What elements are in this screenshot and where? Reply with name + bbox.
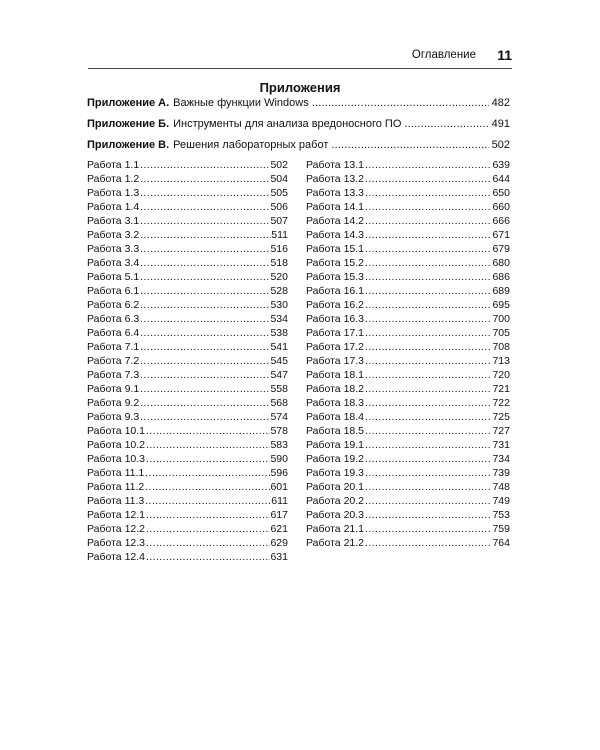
leader-dots	[146, 438, 270, 452]
toc-entry-page: 721	[492, 383, 510, 395]
leader-dots	[140, 172, 270, 186]
toc-entry-label: Работа 6.3	[87, 313, 140, 325]
leader-dots	[140, 396, 270, 410]
toc-entry-label: Работа 7.2	[87, 355, 140, 367]
toc-entry-label: Работа 13.3	[306, 187, 365, 199]
toc-entry-page: 534	[270, 313, 288, 325]
leader-dots	[145, 480, 270, 494]
toc-entry-page: 680	[492, 257, 510, 269]
toc-entry-label: Работа 15.1	[306, 243, 365, 255]
toc-entry-label: Работа 11.1	[87, 467, 145, 479]
toc-entry[interactable]	[306, 438, 510, 452]
toc-entry-label: Работа 18.1	[306, 369, 365, 381]
toc-entry-page: 518	[270, 257, 288, 269]
toc-entry-page: 695	[492, 299, 510, 311]
toc-entry-page: 686	[492, 271, 510, 283]
leader-dots	[365, 172, 492, 186]
toc-entry[interactable]	[87, 396, 288, 410]
toc-entry-page: 574	[270, 411, 288, 423]
toc-entry-label: Работа 10.3	[87, 453, 146, 465]
leader-dots	[140, 382, 270, 396]
toc-entry-page: 731	[492, 439, 510, 451]
toc-entry[interactable]	[87, 424, 288, 438]
toc-entry-page: 621	[270, 523, 288, 535]
toc-entry[interactable]	[306, 284, 510, 298]
toc-entry-page: 547	[270, 369, 288, 381]
toc-entry-page: 611	[271, 495, 288, 507]
toc-entry[interactable]	[87, 494, 288, 508]
leader-dots	[365, 508, 492, 522]
toc-entry[interactable]	[87, 228, 288, 242]
toc-entry-label: Работа 11.3	[87, 495, 145, 507]
leader-dots	[365, 312, 492, 326]
toc-entry-page: 528	[270, 285, 288, 297]
toc-entry-page: 739	[492, 467, 510, 479]
toc-entry[interactable]	[87, 522, 288, 536]
leader-dots	[365, 452, 492, 466]
leader-dots	[140, 368, 270, 382]
toc-entry-label: Работа 17.3	[306, 355, 365, 367]
toc-entry-label: Работа 1.2	[87, 173, 140, 185]
leader-dots	[365, 158, 492, 172]
toc-entry-page: 650	[492, 187, 510, 199]
toc-entry[interactable]	[87, 214, 288, 228]
leader-dots	[365, 424, 492, 438]
leader-dots	[140, 354, 270, 368]
appendix-page: 482	[491, 97, 510, 109]
toc-entry[interactable]	[306, 382, 510, 396]
toc-entry[interactable]	[87, 438, 288, 452]
appendix-title: Инструменты для анализа вредоносного ПО	[173, 118, 402, 130]
appendix-entry-v[interactable]	[87, 139, 510, 151]
appendix-entry-a[interactable]	[87, 97, 510, 109]
toc-entry[interactable]	[87, 270, 288, 284]
toc-entry-page: 705	[492, 327, 510, 339]
leader-dots	[146, 424, 270, 438]
toc-entry-page: 639	[492, 159, 510, 171]
toc-entry[interactable]	[306, 396, 510, 410]
toc-entry[interactable]	[87, 550, 288, 564]
toc-entry-page: 749	[492, 495, 510, 507]
leader-dots	[140, 158, 270, 172]
toc-entry[interactable]	[87, 466, 288, 480]
leader-dots	[140, 312, 270, 326]
toc-entry-label: Работа 6.4	[87, 327, 140, 339]
leader-dots	[140, 284, 270, 298]
toc-entry[interactable]	[306, 158, 510, 172]
toc-entry-page: 764	[492, 537, 510, 549]
leader-dots	[365, 326, 492, 340]
toc-entry-label: Работа 18.4	[306, 411, 365, 423]
leader-dots	[365, 228, 492, 242]
toc-entry[interactable]	[87, 256, 288, 270]
toc-entry[interactable]	[87, 382, 288, 396]
toc-entry-label: Работа 7.1	[87, 341, 140, 353]
toc-entry-page: 722	[492, 397, 510, 409]
toc-entry-label: Работа 3.2	[87, 229, 140, 241]
toc-entry-page: 748	[492, 481, 510, 493]
toc-entry[interactable]	[87, 158, 288, 172]
toc-entry-page: 545	[270, 355, 288, 367]
toc-entry-page: 504	[270, 173, 288, 185]
toc-entry-label: Работа 12.3	[87, 537, 146, 549]
leader-dots	[140, 256, 270, 270]
toc-entry-label: Работа 1.3	[87, 187, 140, 199]
toc-entry[interactable]	[306, 354, 510, 368]
leader-dots	[331, 139, 488, 151]
leader-dots	[146, 452, 270, 466]
toc-entry-page: 617	[270, 509, 288, 521]
toc-entry[interactable]	[306, 326, 510, 340]
toc-entry-label: Работа 3.3	[87, 243, 140, 255]
leader-dots	[140, 242, 270, 256]
leader-dots	[365, 536, 492, 550]
toc-entry[interactable]	[87, 326, 288, 340]
leader-dots	[145, 466, 270, 480]
toc-entry-label: Работа 14.1	[306, 201, 365, 213]
appendix-title: Важные функции Windows	[173, 97, 309, 109]
appendix-title: Решения лабораторных работ	[173, 139, 329, 151]
toc-entry[interactable]	[87, 340, 288, 354]
toc-entry-label: Работа 11.2	[87, 481, 145, 493]
toc-entry-label: Работа 16.3	[306, 313, 365, 325]
leader-dots	[365, 270, 492, 284]
toc-entry[interactable]	[306, 494, 510, 508]
leader-dots	[365, 256, 492, 270]
toc-entry-page: 720	[492, 369, 510, 381]
leader-dots	[365, 494, 492, 508]
toc-entry-page: 725	[492, 411, 510, 423]
toc-entry[interactable]	[306, 312, 510, 326]
toc-entry[interactable]	[306, 228, 510, 242]
toc-entry-label: Работа 18.3	[306, 397, 365, 409]
toc-entry-page: 689	[492, 285, 510, 297]
toc-entry-label: Работа 20.2	[306, 495, 365, 507]
leader-dots	[140, 326, 270, 340]
toc-column-right	[306, 158, 510, 550]
toc-entry[interactable]	[87, 172, 288, 186]
leader-dots	[140, 200, 270, 214]
toc-entry-page: 660	[492, 201, 510, 213]
leader-dots	[365, 382, 492, 396]
toc-entry-label: Работа 10.2	[87, 439, 146, 451]
leader-dots	[140, 186, 270, 200]
toc-entry-label: Работа 9.2	[87, 397, 140, 409]
toc-entry-label: Работа 13.1	[306, 159, 365, 171]
toc-entry-label: Работа 21.1	[306, 523, 365, 535]
toc-entry[interactable]	[306, 466, 510, 480]
toc-entry-label: Работа 12.1	[87, 509, 146, 521]
appendix-page: 491	[491, 118, 510, 130]
leader-dots	[365, 480, 492, 494]
toc-entry-page: 601	[270, 481, 288, 493]
toc-entry-label: Работа 16.1	[306, 285, 365, 297]
toc-entry-page: 596	[270, 467, 288, 479]
toc-entry-label: Работа 20.3	[306, 509, 365, 521]
leader-dots	[140, 410, 270, 424]
toc-entry-page: 516	[270, 243, 288, 255]
leader-dots	[140, 228, 271, 242]
toc-entry-page: 541	[270, 341, 288, 353]
toc-entry[interactable]	[306, 256, 510, 270]
toc-entry-label: Работа 17.2	[306, 341, 365, 353]
toc-entry-label: Работа 12.4	[87, 551, 146, 563]
toc-entry-label: Работа 15.3	[306, 271, 365, 283]
leader-dots	[146, 508, 270, 522]
leader-dots	[404, 118, 488, 130]
toc-entry[interactable]	[306, 298, 510, 312]
toc-entry-page: 558	[270, 383, 288, 395]
toc-entry-label: Работа 9.3	[87, 411, 140, 423]
toc-entry-label: Работа 6.2	[87, 299, 140, 311]
leader-dots	[365, 242, 492, 256]
toc-entry-page: 629	[270, 537, 288, 549]
toc-entry-label: Работа 7.3	[87, 369, 140, 381]
toc-entry-label: Работа 3.1	[87, 215, 140, 227]
toc-entry-page: 700	[492, 313, 510, 325]
toc-entry[interactable]	[306, 186, 510, 200]
toc-entry[interactable]	[306, 424, 510, 438]
toc-entry-label: Работа 21.2	[306, 537, 365, 549]
leader-dots	[146, 522, 270, 536]
leader-dots	[365, 200, 492, 214]
toc-entry-label: Работа 14.3	[306, 229, 365, 241]
toc-entry-page: 520	[270, 271, 288, 283]
toc-entry-label: Работа 9.1	[87, 383, 140, 395]
toc-entry-label: Работа 12.2	[87, 523, 146, 535]
leader-dots	[365, 214, 492, 228]
leader-dots	[140, 298, 270, 312]
section-title: Приложения	[259, 80, 341, 95]
toc-entry-label: Работа 18.2	[306, 383, 365, 395]
toc-entry[interactable]	[87, 536, 288, 550]
toc-entry[interactable]	[87, 354, 288, 368]
toc-entry-page: 583	[270, 439, 288, 451]
toc-entry[interactable]	[87, 186, 288, 200]
toc-entry-label: Работа 5.1	[87, 271, 140, 283]
toc-entry-page: 568	[270, 397, 288, 409]
toc-entry-page: 644	[492, 173, 510, 185]
toc-entry-page: 505	[270, 187, 288, 199]
toc-entry-label: Работа 15.2	[306, 257, 365, 269]
toc-entry[interactable]	[87, 368, 288, 382]
toc-entry[interactable]	[87, 480, 288, 494]
leader-dots	[365, 410, 492, 424]
toc-entry-label: Работа 19.1	[306, 439, 365, 451]
toc-entry[interactable]	[306, 340, 510, 354]
toc-entry[interactable]	[87, 508, 288, 522]
toc-entry-page: 631	[270, 551, 288, 563]
toc-entry-page: 759	[492, 523, 510, 535]
toc-column-left	[87, 158, 288, 564]
header-title: Оглавление	[411, 49, 476, 61]
toc-entry-page: 713	[492, 355, 510, 367]
leader-dots	[365, 284, 492, 298]
toc-entry-page: 506	[270, 201, 288, 213]
appendix-entry-b[interactable]	[87, 118, 510, 130]
toc-entry[interactable]	[87, 200, 288, 214]
toc-entry[interactable]	[306, 270, 510, 284]
toc-entry-page: 734	[492, 453, 510, 465]
toc-entry-page: 590	[270, 453, 288, 465]
leader-dots	[365, 466, 492, 480]
toc-entry-page: 507	[270, 215, 288, 227]
appendix-label: Приложение А.	[87, 97, 170, 109]
toc-entry-label: Работа 17.1	[306, 327, 365, 339]
leader-dots	[365, 354, 492, 368]
appendix-page: 502	[491, 139, 510, 151]
toc-entry[interactable]	[306, 508, 510, 522]
toc-entry[interactable]	[306, 368, 510, 382]
toc-entry[interactable]	[87, 284, 288, 298]
toc-entry-label: Работа 16.2	[306, 299, 365, 311]
leader-dots	[140, 214, 270, 228]
toc-entry[interactable]	[306, 452, 510, 466]
toc-entry-page: 671	[492, 229, 510, 241]
toc-entry[interactable]	[306, 536, 510, 550]
leader-dots	[365, 298, 492, 312]
toc-entry-label: Работа 13.2	[306, 173, 365, 185]
leader-dots	[365, 340, 492, 354]
toc-entry-label: Работа 19.2	[306, 453, 365, 465]
toc-entry[interactable]	[306, 522, 510, 536]
leader-dots	[146, 536, 270, 550]
toc-entry-page: 727	[492, 425, 510, 437]
toc-entry-label: Работа 3.4	[87, 257, 140, 269]
toc-entry[interactable]	[306, 480, 510, 494]
toc-entry[interactable]	[306, 200, 510, 214]
toc-entry[interactable]	[306, 214, 510, 228]
toc-entry-page: 666	[492, 215, 510, 227]
toc-entry-label: Работа 1.4	[87, 201, 140, 213]
toc-entry-page: 530	[270, 299, 288, 311]
toc-entry[interactable]	[87, 298, 288, 312]
appendix-label: Приложение В.	[87, 139, 170, 151]
toc-entry[interactable]	[306, 410, 510, 424]
toc-entry[interactable]	[87, 410, 288, 424]
toc-entry-page: 502	[270, 159, 288, 171]
toc-entry-page: 753	[492, 509, 510, 521]
leader-dots	[146, 550, 270, 564]
toc-entry-label: Работа 19.3	[306, 467, 365, 479]
toc-entry[interactable]	[306, 172, 510, 186]
leader-dots	[145, 494, 271, 508]
leader-dots	[140, 340, 270, 354]
leader-dots	[140, 270, 270, 284]
leader-dots	[365, 368, 492, 382]
toc-entry[interactable]	[87, 452, 288, 466]
toc-entry-page: 578	[270, 425, 288, 437]
leader-dots	[365, 522, 492, 536]
toc-entry[interactable]	[306, 242, 510, 256]
toc-entry-label: Работа 20.1	[306, 481, 365, 493]
toc-entry-label: Работа 14.2	[306, 215, 365, 227]
toc-entry-label: Работа 6.1	[87, 285, 140, 297]
leader-dots	[365, 186, 492, 200]
toc-entry-page: 679	[492, 243, 510, 255]
toc-entry[interactable]	[87, 312, 288, 326]
toc-entry-page: 708	[492, 341, 510, 353]
toc-entry[interactable]	[87, 242, 288, 256]
running-header	[88, 44, 512, 69]
toc-entry-label: Работа 1.1	[87, 159, 140, 171]
toc-entry-label: Работа 10.1	[87, 425, 146, 437]
toc-entry-page: 538	[270, 327, 288, 339]
leader-dots	[365, 396, 492, 410]
appendix-label: Приложение Б.	[87, 118, 170, 130]
toc-entry-label: Работа 18.5	[306, 425, 365, 437]
leader-dots	[312, 97, 489, 109]
toc-entry-page: 511	[271, 229, 288, 241]
header-page-number: 11	[497, 47, 512, 63]
leader-dots	[365, 438, 492, 452]
